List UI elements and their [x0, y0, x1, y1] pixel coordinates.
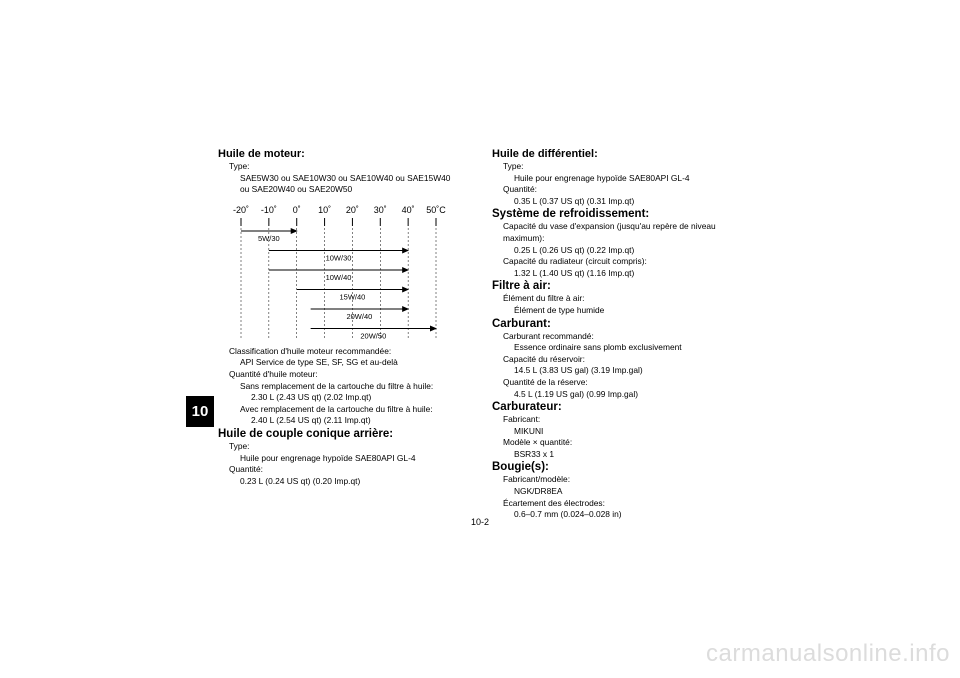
differential-type-label: Type: — [503, 161, 524, 171]
differential-quantity-label: Quantité: — [503, 184, 537, 195]
spark-plug-gap-value: 0.6–0.7 mm (0.024–0.028 in) — [514, 509, 622, 520]
rear-gear-quantity-label: Quantité: — [229, 464, 263, 475]
tick-label: 40˚ — [401, 204, 415, 215]
differential-type-value: Huile pour engrenage hypoïde SAE80API GL-4 — [514, 172, 690, 183]
differential-heading: Huile de différentiel: — [492, 148, 598, 160]
rear-gear-heading: Huile de couple conique arrière: — [218, 427, 394, 440]
fuel-reserve-value: 4.5 L (1.19 US gal) (0.99 Imp.gal) — [514, 388, 638, 399]
cooling-reservoir-label: Capacité du vase d'expansion (jusqu'au repère de niveau maximum): — [503, 221, 716, 243]
spark-plug-maker-value: NGK/DR8EA — [514, 486, 563, 497]
tick-label: 10˚ — [318, 204, 332, 215]
cooling-radiator-label: Capacité du radiateur (circuit compris): — [503, 256, 647, 267]
right-column — [492, 148, 767, 521]
carburetor-maker-value: MIKUNI — [514, 425, 544, 436]
chapter-tab — [186, 396, 214, 427]
oil-without-filter-label: Sans remplacement de la cartouche du filtre à huile: — [240, 380, 434, 391]
chapter-number: 10 — [191, 403, 209, 420]
cooling-reservoir-value: 0.25 L (0.26 US qt) (0.22 Imp.qt) — [514, 244, 635, 255]
oil-quantity-label: Quantité d'huile moteur: — [229, 368, 318, 379]
tick-label: 30˚ — [373, 204, 387, 215]
fuel-reserve-label: Quantité de la réserve: — [503, 376, 588, 387]
carburetor-heading: Carburateur: — [492, 401, 562, 414]
oil-classification-value: API Service de type SE, SF, SG et au-delà — [240, 357, 398, 368]
tick-label: 20˚ — [345, 204, 359, 215]
tick-label: -20˚ — [232, 204, 250, 215]
air-filter-heading: Filtre à air: — [492, 280, 551, 293]
differential-quantity-value: 0.35 L (0.37 US qt) (0.31 Imp.qt) — [514, 195, 635, 206]
engine-oil-type-value-1: SAE5W30 ou SAE10W30 ou SAE10W40 ou SAE15W40 — [240, 172, 451, 183]
spark-plug-gap-label: Écartement des électrodes: — [503, 497, 605, 508]
engine-oil-type-label: Type: — [229, 161, 250, 171]
tick-label: -10˚ — [260, 204, 277, 215]
spark-plug-heading: Bougie(s): — [492, 461, 549, 474]
fuel-tank-value: 14.5 L (3.83 US gal) (3.19 Imp.gal) — [514, 365, 643, 376]
rear-gear-type-label: Type: — [229, 440, 250, 451]
air-filter-element-label: Élément du filtre à air: — [503, 293, 585, 304]
fuel-tank-label: Capacité du réservoir: — [503, 353, 585, 364]
series-label: 20W/40 — [346, 311, 373, 321]
oil-classification-label: Classification d'huile moteur recommandée: — [229, 345, 392, 356]
rear-gear-type-value: Huile pour engrenage hypoïde SAE80API GL-4 — [240, 452, 416, 463]
series-label: 5W/30 — [258, 233, 280, 243]
fuel-recommended-value: Essence ordinaire sans plomb exclusivement — [514, 342, 682, 353]
engine-oil-heading: Huile de moteur: — [218, 148, 305, 160]
carburetor-model-value: BSR33 x 1 — [514, 448, 555, 459]
left-column — [218, 148, 493, 487]
carburetor-model-label: Modèle × quantité: — [503, 437, 573, 448]
series-label: 15W/40 — [339, 292, 366, 302]
cooling-radiator-value: 1.32 L (1.40 US qt) (1.16 Imp.qt) — [514, 267, 635, 278]
oil-without-filter-value: 2.30 L (2.43 US qt) (2.02 Imp.qt) — [251, 392, 372, 403]
carburetor-maker-label: Fabricant: — [503, 414, 541, 425]
engine-oil-type-value-2: ou SAE20W40 ou SAE20W50 — [240, 184, 353, 195]
oil-with-filter-label: Avec remplacement de la cartouche du filtre à huile: — [240, 403, 433, 414]
rear-gear-quantity-value: 0.23 L (0.24 US qt) (0.20 Imp.qt) — [240, 475, 361, 486]
series-label: 20W/50 — [360, 331, 387, 341]
air-filter-element-value: Élément de type humide — [514, 304, 605, 315]
fuel-recommended-label: Carburant recommandé: — [503, 330, 594, 341]
oil-with-filter-value: 2.40 L (2.54 US qt) (2.11 Imp.qt) — [251, 415, 371, 426]
watermark: carmanualsonline.info — [706, 640, 950, 667]
tick-label: 50˚C — [426, 204, 446, 215]
tick-label: 0˚ — [292, 204, 301, 215]
cooling-heading: Système de refroidissement: — [492, 208, 650, 221]
series-label: 10W/40 — [325, 272, 352, 282]
spark-plug-maker-label: Fabricant/modèle: — [503, 474, 571, 485]
series-label: 10W/30 — [325, 253, 352, 263]
fuel-heading: Carburant: — [492, 317, 551, 330]
page-number: 10-2 — [470, 517, 489, 527]
oil-viscosity-chart — [226, 202, 451, 342]
